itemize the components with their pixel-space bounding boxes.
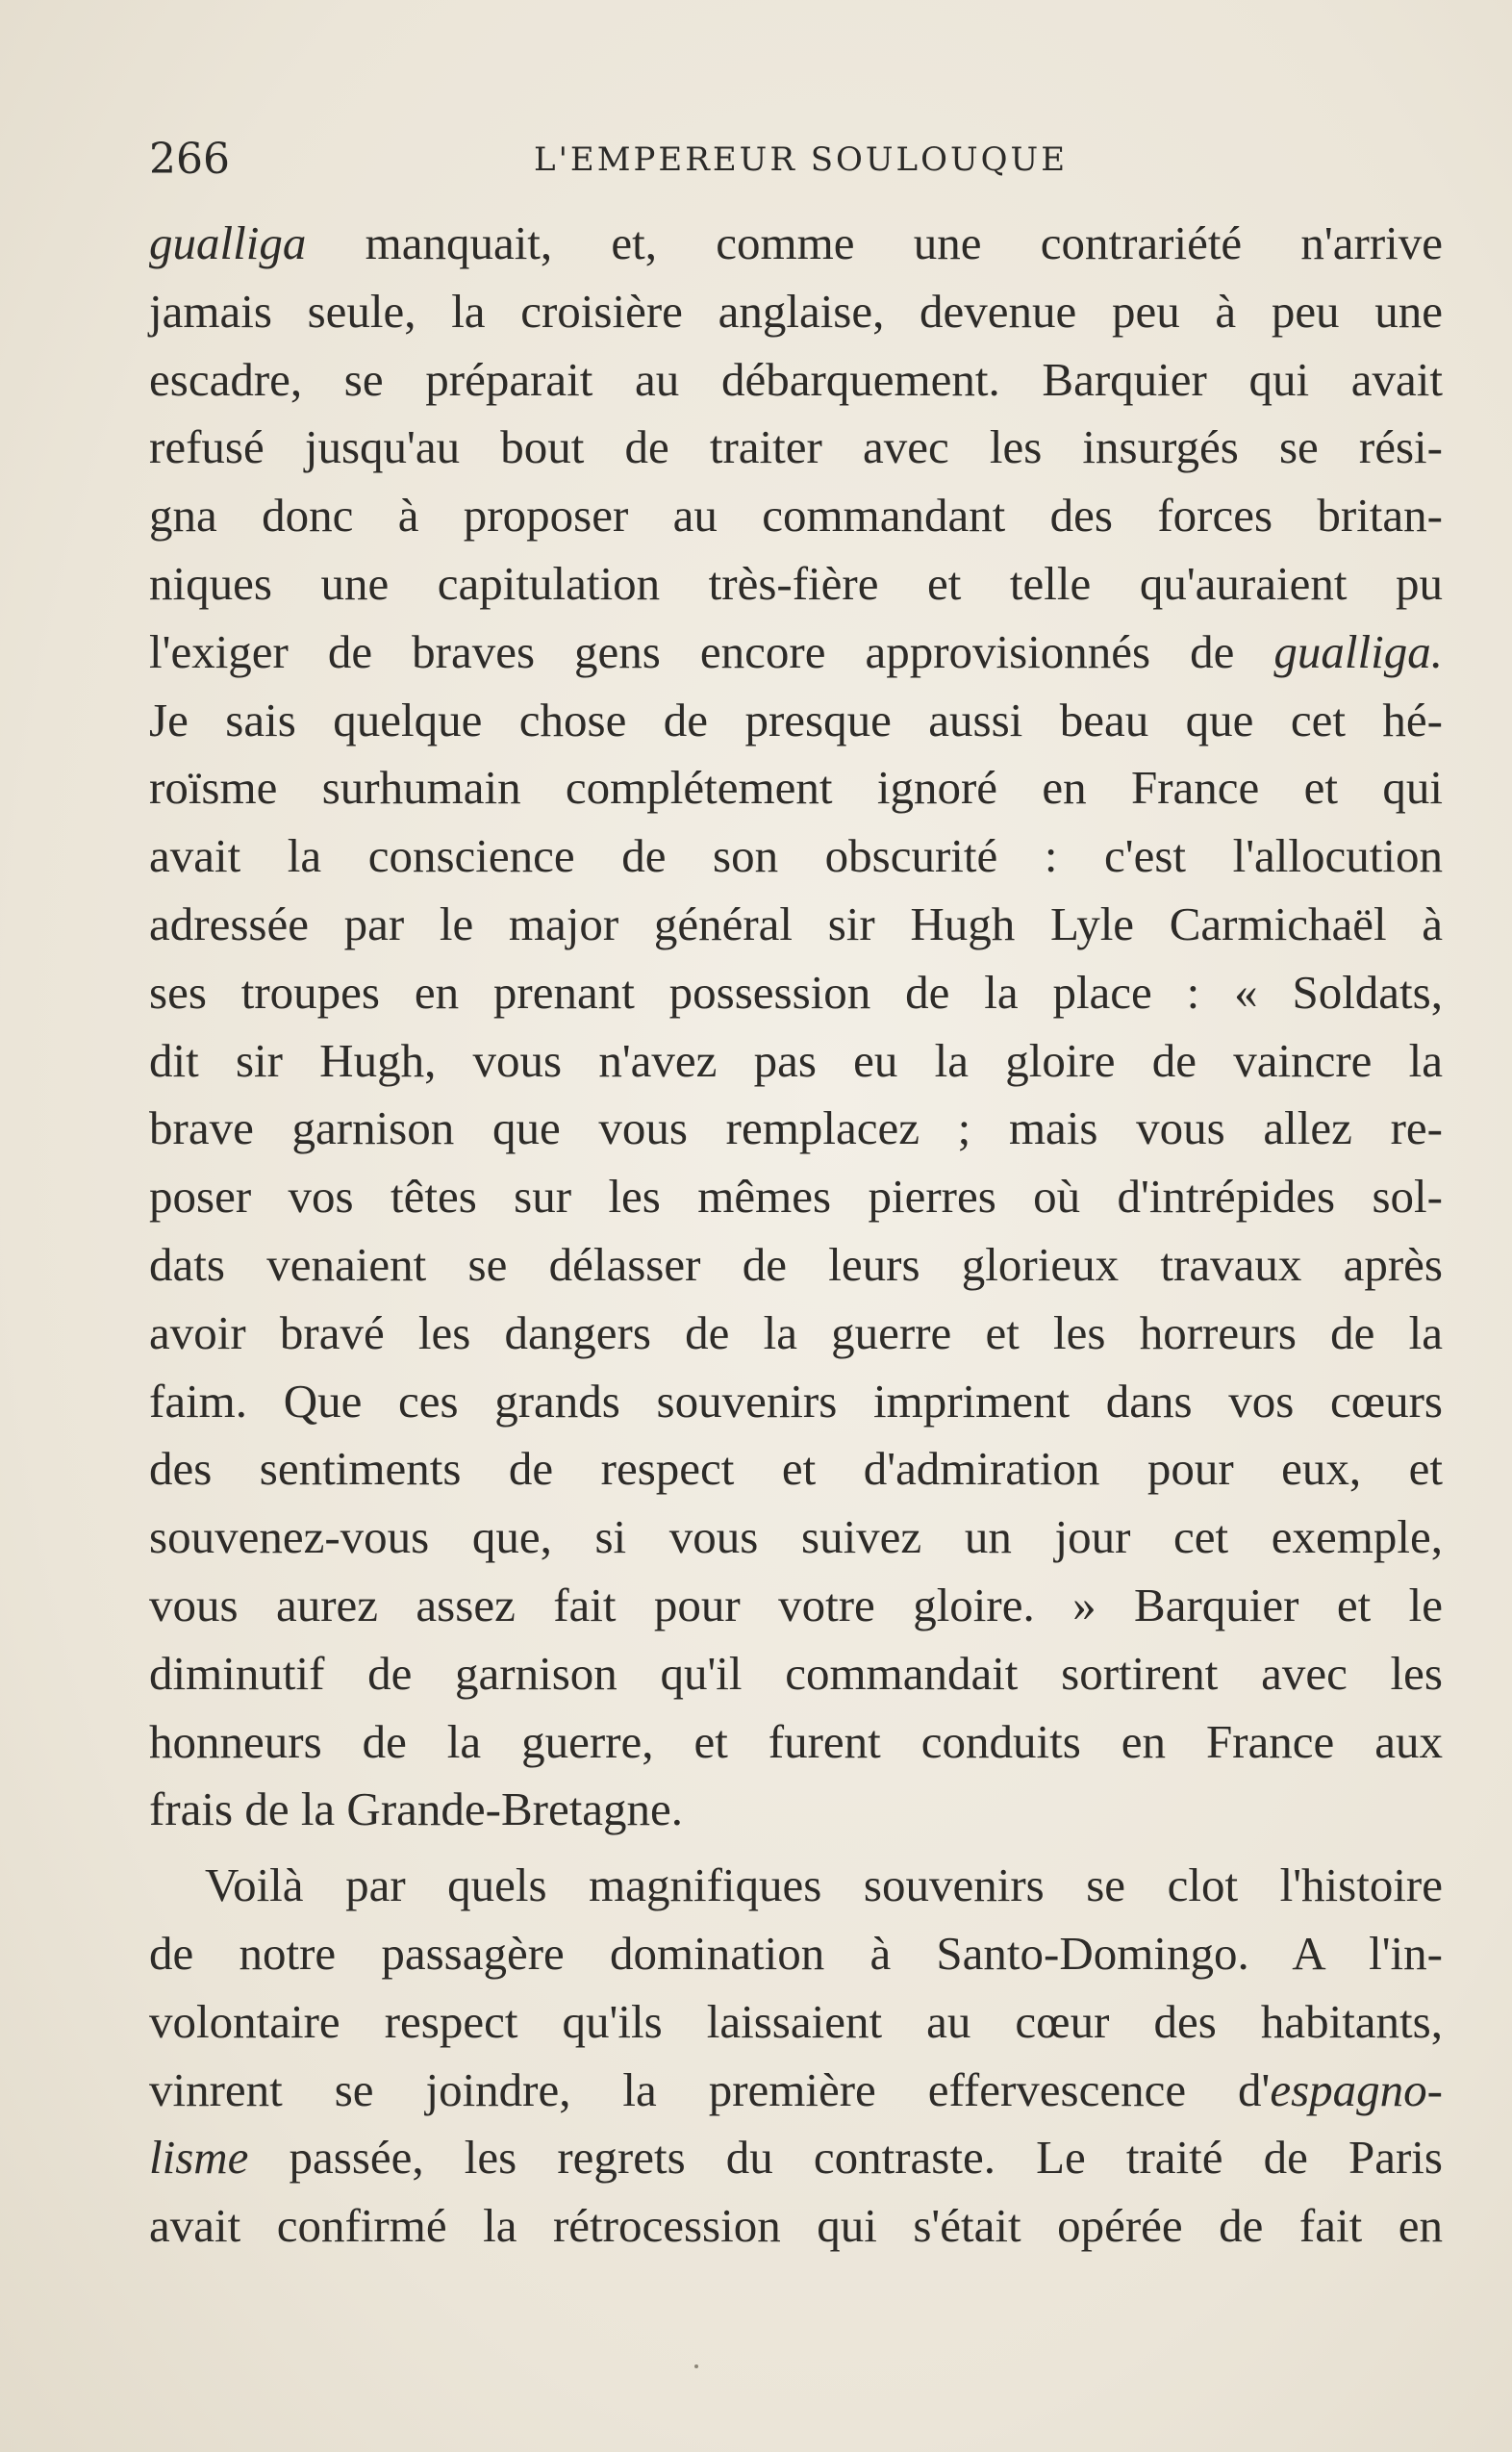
text-line <box>149 2124 1443 2192</box>
text-segment: faim. Que ces grands souvenirs impriment dans vos cœurs <box>149 1374 1443 1428</box>
text-line <box>149 210 1443 278</box>
text-line <box>149 482 1443 550</box>
text-segment: gna donc à proposer au commandant des forces britan- <box>149 489 1443 543</box>
text-line <box>149 1231 1443 1300</box>
text-line <box>149 346 1443 415</box>
text-segment: manquait, et, comme une contrariété n'arrive <box>306 216 1443 269</box>
text-segment: adressée par le major général sir Hugh Lyle Carmichaël à <box>149 897 1443 950</box>
body-text <box>149 210 1443 2261</box>
text-segment: avoir bravé les dangers de la guerre et les horreurs de la <box>149 1305 1443 1359</box>
text-line <box>149 1368 1443 1436</box>
page-header <box>149 135 1438 192</box>
text-segment: frais de la Grande-Bretagne. <box>149 1782 684 1836</box>
running-title: L'EMPEREUR SOULOUQUE <box>534 140 1069 179</box>
text-line <box>149 1852 1443 1920</box>
text-line <box>149 1027 1443 1096</box>
text-segment: jamais seule, la croisière anglaise, devenue peu à peu une <box>149 284 1443 338</box>
italic-text: gualliga. <box>1273 624 1443 678</box>
italic-text: espagno- <box>1270 2062 1443 2116</box>
text-line <box>149 822 1443 891</box>
text-line <box>149 619 1443 687</box>
printer-dot <box>694 2364 698 2368</box>
text-segment: volontaire respect qu'ils laissaient au cœur des habitants, <box>149 1994 1443 2048</box>
text-line <box>149 687 1443 755</box>
text-segment: honneurs de la guerre, et furent conduits en France aux <box>149 1714 1443 1768</box>
text-line <box>149 1776 1443 1844</box>
text-segment: passée, les regrets du contraste. Le traité de Paris <box>248 2131 1443 2185</box>
text-line <box>149 1572 1443 1640</box>
text-line <box>149 1163 1443 1231</box>
text-line <box>149 1435 1443 1504</box>
text-line <box>149 278 1443 346</box>
text-segment: poser vos têtes sur les mêmes pierres où d'intrépides sol- <box>149 1170 1443 1224</box>
text-line <box>149 959 1443 1027</box>
text-line <box>149 754 1443 822</box>
text-segment: dats venaient se délasser de leurs glorieux travaux après <box>149 1237 1443 1291</box>
text-line <box>149 1504 1443 1572</box>
text-segment: brave garnison que vous remplacez ; mais vous allez re- <box>149 1101 1443 1155</box>
text-segment: vinrent se joindre, la première effervescence d' <box>149 2062 1271 2116</box>
text-segment: l'exiger de braves gens encore approvisionnés de <box>149 624 1274 678</box>
text-segment: roïsme surhumain complétement ignoré en France et qui <box>149 761 1443 815</box>
page-number: 266 <box>149 135 230 184</box>
text-segment: avait la conscience de son obscurité : c'est l'allocution <box>149 829 1443 883</box>
text-line <box>149 550 1443 619</box>
text-line <box>149 1300 1443 1368</box>
text-line <box>149 1640 1443 1708</box>
italic-text: lisme <box>149 2131 249 2185</box>
text-line <box>149 414 1443 482</box>
text-line <box>149 1708 1443 1777</box>
text-segment: refusé jusqu'au bout de traiter avec les insurgés se rési- <box>149 420 1443 474</box>
text-segment: diminutif de garnison qu'il commandait sortirent avec les <box>149 1646 1443 1700</box>
text-segment: de notre passagère domination à Santo-Domingo. A l'in- <box>149 1926 1443 1980</box>
text-line <box>149 1095 1443 1163</box>
text-segment: avait confirmé la rétrocession qui s'était opérée de fait en <box>149 2199 1443 2253</box>
text-line <box>149 2192 1443 2261</box>
text-line <box>149 891 1443 959</box>
text-line <box>149 1988 1443 2057</box>
text-segment: vous aurez assez fait pour votre gloire. » Barquier et le <box>149 1578 1443 1631</box>
text-segment: dit sir Hugh, vous n'avez pas eu la gloire de vaincre la <box>149 1033 1443 1087</box>
text-segment: Voilà par quels magnifiques souvenirs se clot l'histoire <box>205 1858 1443 1912</box>
text-segment: escadre, se préparait au débarquement. Barquier qui avait <box>149 352 1443 406</box>
text-segment: niques une capitulation très-fière et telle qu'auraient pu <box>149 556 1443 610</box>
text-segment: souvenez-vous que, si vous suivez un jour cet exemple, <box>149 1510 1443 1564</box>
text-segment: des sentiments de respect et d'admiration pour eux, et <box>149 1442 1443 1496</box>
italic-text: gualliga <box>149 216 307 269</box>
text-line <box>149 2057 1443 2125</box>
text-segment: Je sais quelque chose de presque aussi beau que cet hé- <box>149 693 1443 746</box>
text-line <box>149 1920 1443 1988</box>
text-segment: ses troupes en prenant possession de la place : « Soldats, <box>149 965 1443 1019</box>
